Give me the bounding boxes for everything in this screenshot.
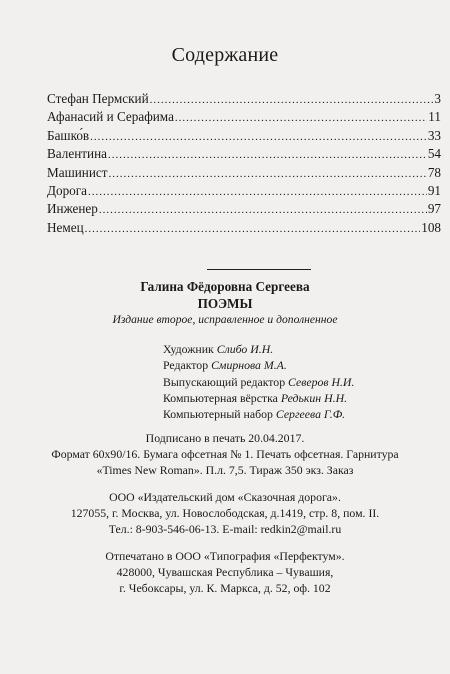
toc-leader-dots [85, 220, 421, 238]
toc-entry-name: Немец [47, 219, 84, 235]
credit-role: Компьютерный набор [163, 407, 273, 422]
toc-entry-page: 33 [427, 127, 441, 143]
credit-role: Редактор [163, 358, 209, 373]
toc-title: Содержание [171, 44, 279, 66]
table-of-contents [47, 90, 441, 237]
printer-line: Отпечатано в ООО «Типография «Перфектум». [105, 549, 345, 563]
publisher-line: 127055, г. Москва, ул. Новослободская, д.1419, стр. 8, пом. II. [70, 506, 380, 520]
toc-leader-dots [88, 183, 427, 201]
toc-entry-page: 78 [427, 164, 441, 180]
toc-entry-page: 11 [428, 109, 441, 125]
publisher-line: Тел.: 8-903-546-06-13. E-mail: redkin2@mail.ru [108, 522, 342, 536]
toc-entry [47, 164, 441, 182]
toc-entry [47, 127, 441, 145]
publisher-details [0, 489, 450, 537]
printer-details [0, 548, 450, 596]
toc-entry-name: Валентина [47, 146, 107, 162]
publication-line: «Times New Roman». П.л. 7,5. Тираж 350 экз. Заказ [96, 463, 354, 477]
author-name: Галина Фёдоровна Сергеева [140, 279, 310, 294]
toc-entry-name: Афанасий и Серафима [47, 109, 174, 125]
toc-entry-name: Дорога [47, 182, 88, 198]
toc-leader-dots [150, 91, 434, 109]
credit-role: Художник [163, 342, 214, 356]
credit-line [163, 357, 450, 373]
toc-entry [47, 108, 441, 126]
toc-entry-name: Башко́в [47, 127, 90, 143]
toc-entry [47, 219, 441, 237]
toc-entry-name: Машинист [47, 164, 108, 180]
toc-entry-page: 91 [427, 182, 441, 198]
toc-entry-page: 3 [434, 91, 441, 106]
credit-person: Слибо И.Н. [216, 342, 274, 356]
book-title: ПОЭМЫ [197, 296, 253, 311]
toc-entry-page: 97 [427, 201, 441, 217]
toc-entry [47, 90, 441, 108]
toc-entry [47, 182, 441, 200]
toc-leader-dots [109, 165, 427, 183]
toc-leader-dots [99, 201, 427, 219]
toc-entry-page: 54 [427, 146, 441, 162]
toc-leader-dots [175, 109, 427, 127]
toc-leader-dots [108, 146, 427, 164]
credit-role: Компьютерная вёрстка [163, 390, 278, 405]
credit-line [163, 341, 450, 357]
toc-leader-dots [90, 128, 427, 146]
credit-person: Северов Н.И. [288, 374, 355, 389]
credit-line [163, 374, 450, 390]
publication-details [0, 430, 450, 478]
toc-entry [47, 145, 441, 163]
toc-entry-name: Инженер [47, 201, 98, 217]
credits-list [163, 341, 450, 422]
toc-entry [47, 200, 441, 218]
publication-line: Формат 60х90/16. Бумага офсетная № 1. Печать офсетная. Гарнитура [51, 447, 399, 461]
toc-entry-page: 108 [421, 219, 441, 235]
credit-line [163, 390, 450, 406]
publication-line: Подписано в печать 20.04.2017. [145, 431, 305, 445]
toc-entry-name: Стефан Пермский [47, 91, 149, 106]
credit-person: Смирнова М.А. [211, 358, 287, 373]
credit-person: Редькин Н.Н. [280, 390, 348, 405]
credit-line [163, 406, 450, 422]
printer-line: г. Чебоксары, ул. К. Маркса, д. 52, оф. 102 [119, 581, 331, 595]
printer-line: 428000, Чувашская Республика – Чувашия, [116, 565, 334, 579]
section-divider [207, 269, 311, 270]
credit-person: Сергеева Г.Ф. [275, 407, 346, 422]
credit-role: Выпускающий редактор [163, 374, 286, 389]
edition-note: Издание второе, исправленное и дополненное [112, 313, 338, 326]
publisher-line: ООО «Издательский дом «Сказочная дорога». [109, 490, 341, 504]
